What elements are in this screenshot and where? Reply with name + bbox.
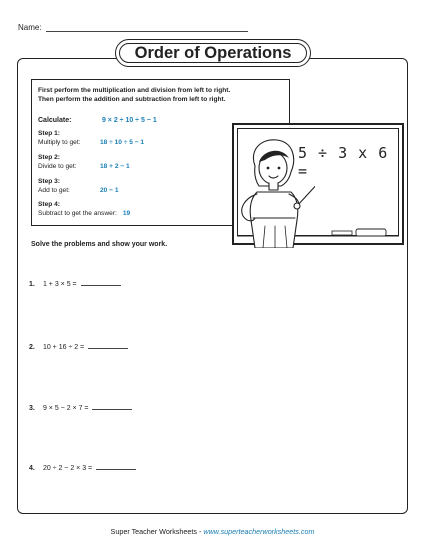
answer-blank[interactable]	[88, 341, 128, 349]
step-value: 20 − 1	[100, 186, 119, 194]
step-value: 19	[122, 209, 131, 217]
answer-blank[interactable]	[96, 462, 136, 470]
step-value: 18 + 2 − 1	[100, 162, 130, 170]
step-2	[38, 154, 130, 171]
step-title: Step 2:	[38, 154, 60, 161]
footer-brand: Super Teacher Worksheets -	[110, 527, 204, 536]
problem-1	[29, 278, 121, 288]
instructions: Solve the problems and show your work.	[31, 241, 168, 248]
intro-text	[38, 86, 230, 104]
step-description: Subtract to get the answer:	[38, 209, 117, 217]
step-description: Divide to get:	[38, 162, 77, 170]
name-field[interactable]	[46, 22, 248, 32]
problem-number: 3.	[29, 405, 35, 412]
calculate-expression: 9 × 2 ÷ 10 ÷ 5 − 1	[101, 117, 157, 124]
page-title: Order of Operations	[134, 43, 292, 62]
step-description: Add to get:	[38, 186, 70, 194]
calculate-label: Calculate:	[38, 117, 72, 124]
name-label: Name:	[18, 23, 42, 32]
intro-line-2: Then perform the addition and subtraction from left to right.	[38, 96, 226, 103]
step-value: 18 ÷ 10 ÷ 5 − 1	[100, 138, 145, 146]
problem-expression: 9 × 5 − 2 × 7 =	[42, 405, 89, 412]
answer-blank[interactable]	[92, 402, 132, 410]
calculate-row	[38, 117, 157, 124]
problem-expression: 20 ÷ 2 − 2 × 3 =	[42, 465, 93, 472]
problem-number: 1.	[29, 281, 35, 288]
step-title: Step 1:	[38, 130, 60, 137]
answer-blank[interactable]	[81, 278, 121, 286]
teacher-illustration	[185, 136, 315, 248]
problem-number: 2.	[29, 344, 35, 351]
problem-expression: 1 + 3 × 5 =	[42, 281, 77, 288]
step-title: Step 3:	[38, 178, 60, 185]
title-banner	[115, 39, 311, 67]
footer	[0, 527, 425, 536]
chalkboard-expression: 5 ÷ 3 x 6 =	[298, 144, 389, 180]
problem-3	[29, 402, 132, 412]
step-title: Step 4:	[38, 201, 60, 208]
step-4	[38, 201, 130, 218]
problem-number: 4.	[29, 465, 35, 472]
step-description: Multiply to get:	[38, 138, 81, 146]
problem-4	[29, 462, 136, 472]
name-row	[18, 22, 248, 32]
footer-link[interactable]: www.superteacherworksheets.com	[203, 527, 315, 536]
intro-line-1: First perform the multiplication and division from left to right.	[38, 87, 231, 94]
step-3	[38, 178, 119, 195]
problem-expression: 10 + 16 ÷ 2 =	[42, 344, 85, 351]
step-1	[38, 130, 144, 147]
problem-2	[29, 341, 128, 351]
